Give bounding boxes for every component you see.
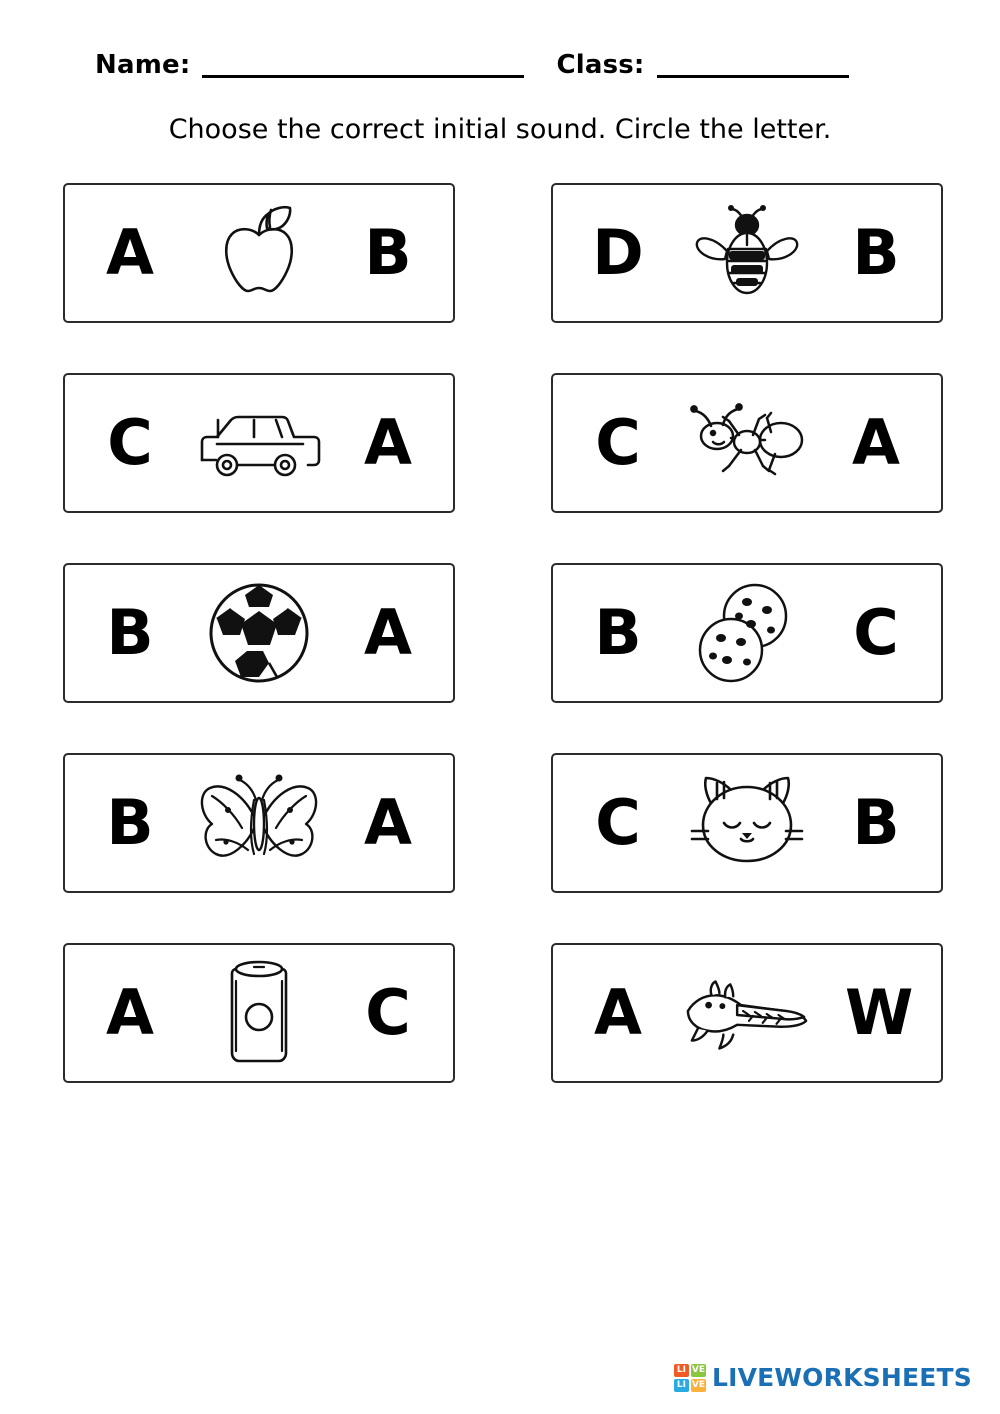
- cookies-icon: [682, 575, 812, 691]
- apple-icon: [194, 195, 324, 311]
- option-right[interactable]: B: [364, 216, 412, 290]
- option-right[interactable]: C: [365, 976, 411, 1050]
- option-left[interactable]: C: [595, 786, 641, 860]
- option-left[interactable]: D: [592, 216, 644, 290]
- class-label: Class:: [556, 50, 645, 80]
- logo-cell-li-2: LI: [674, 1379, 689, 1392]
- butterfly-icon: [194, 765, 324, 881]
- logo-cell-ve-2: VE: [691, 1380, 705, 1390]
- logo-cell-li: LI: [674, 1364, 689, 1377]
- logo-cell-ve: VE: [691, 1365, 705, 1375]
- bee-icon: [682, 195, 812, 311]
- option-right[interactable]: A: [364, 786, 412, 860]
- question-card: [551, 183, 943, 323]
- question-card: [551, 373, 943, 513]
- option-left[interactable]: B: [106, 596, 154, 670]
- option-right[interactable]: A: [364, 596, 412, 670]
- class-input-line[interactable]: [657, 52, 849, 78]
- option-right[interactable]: A: [852, 406, 900, 480]
- question-card: [63, 183, 455, 323]
- question-card: [63, 563, 455, 703]
- car-icon: [194, 385, 324, 501]
- question-card: [63, 753, 455, 893]
- worksheet-header: [0, 0, 1000, 78]
- question-card: [551, 943, 943, 1083]
- option-right[interactable]: W: [845, 976, 914, 1050]
- question-grid: [60, 183, 940, 1083]
- name-input-line[interactable]: [202, 52, 524, 78]
- question-card: [551, 753, 943, 893]
- option-right[interactable]: B: [852, 216, 900, 290]
- liveworksheets-mark-icon: [674, 1364, 706, 1392]
- option-left[interactable]: B: [106, 786, 154, 860]
- option-left[interactable]: A: [106, 976, 154, 1050]
- class-field-group: [556, 52, 848, 78]
- option-left[interactable]: C: [107, 406, 153, 480]
- soccer-ball-icon: [194, 575, 324, 691]
- ant-icon: [682, 385, 812, 501]
- option-right[interactable]: A: [364, 406, 412, 480]
- name-label: Name:: [95, 50, 191, 80]
- name-field-group: [95, 52, 524, 78]
- option-right[interactable]: C: [853, 596, 899, 670]
- liveworksheets-logo[interactable]: [674, 1363, 972, 1392]
- option-right[interactable]: B: [852, 786, 900, 860]
- instruction-text: Choose the correct initial sound. Circle the letter.: [168, 114, 832, 145]
- question-card: [63, 373, 455, 513]
- question-card: [63, 943, 455, 1083]
- option-left[interactable]: A: [594, 976, 642, 1050]
- option-left[interactable]: B: [594, 596, 642, 670]
- option-left[interactable]: A: [106, 216, 154, 290]
- alligator-icon: [682, 955, 812, 1071]
- question-card: [551, 563, 943, 703]
- can-icon: [194, 955, 324, 1071]
- option-left[interactable]: C: [595, 406, 641, 480]
- cat-icon: [682, 765, 812, 881]
- brand-name: LIVEWORKSHEETS: [711, 1363, 972, 1392]
